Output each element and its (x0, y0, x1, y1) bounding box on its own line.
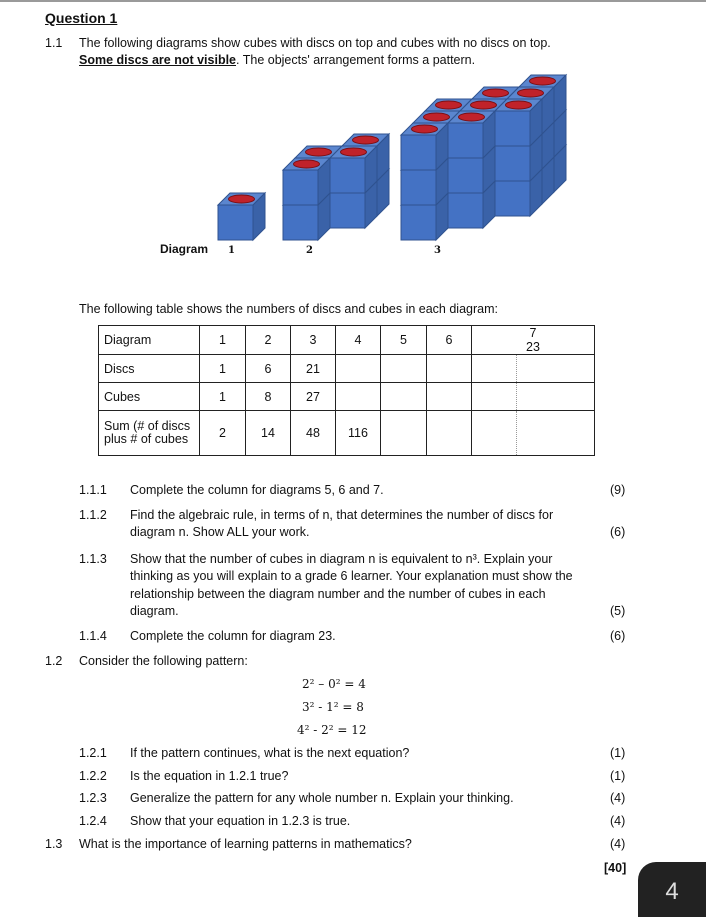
underlined-note: Some discs are not visible (79, 53, 237, 67)
q1-1-number: 1.1 (45, 36, 63, 50)
table-cell (381, 383, 427, 411)
header-cell: 5 (381, 326, 427, 355)
q1-1-1-number: 1.1.1 (79, 483, 107, 497)
q1-2-2-marks: (1) (610, 769, 626, 783)
table-header-row (99, 326, 595, 355)
cube-front-face (330, 193, 365, 228)
table-cell: 48 (291, 411, 336, 456)
question-title: Question 1 (45, 10, 118, 26)
cube-front-face (283, 205, 318, 240)
table-cell (336, 383, 381, 411)
q1-1-3-number: 1.1.3 (79, 552, 107, 566)
table-cell (381, 411, 427, 456)
table-cell: 6 (246, 355, 291, 383)
table-cell (517, 355, 595, 383)
total-marks: [40] (604, 861, 627, 875)
cube-front-face (401, 205, 436, 240)
equation-1: 2² – 0² = 4 (302, 677, 366, 691)
cube-front-face (401, 170, 436, 205)
q1-1-2-number: 1.1.2 (79, 508, 107, 522)
cube-front-face (495, 146, 530, 181)
q1-1-3-text-3: relationship between the diagram number and the number of cubes in each (130, 587, 546, 601)
cube-front-face (401, 135, 436, 170)
cube-front-face (448, 158, 483, 193)
table-cell: 1 (200, 383, 246, 411)
equation-2: 3² - 1² = 8 (302, 700, 364, 714)
header-cell: 3 (291, 326, 336, 355)
disc-icon (530, 77, 556, 85)
header-cell: 2 (246, 326, 291, 355)
table-cell (427, 411, 472, 456)
q1-1-3-marks: (5) (610, 604, 626, 618)
cube-front-face (218, 205, 253, 240)
disc-icon (518, 89, 544, 97)
table-cell (427, 383, 472, 411)
q1-1-4-number: 1.1.4 (79, 629, 107, 643)
header-cell: Diagram (99, 326, 200, 355)
diagram-label: Diagram (160, 242, 209, 256)
q1-1-2-marks: (6) (610, 525, 626, 539)
q1-1-text: The following diagrams show cubes with discs on top and cubes with no discs on top. (79, 36, 551, 50)
header-cell-7-23 (472, 326, 595, 355)
cube-front-face (283, 170, 318, 205)
q1-1-3-text-2: thinking as you will explain to a grade 6 learner. Your explanation must show the (130, 569, 573, 583)
disc-icon (306, 148, 332, 156)
table-row (99, 355, 595, 383)
diagram-1-label: 1 (228, 245, 235, 256)
q1-2-text: Consider the following pattern: (79, 654, 248, 668)
q1-2-4-number: 1.2.4 (79, 814, 107, 828)
table-cell: 14 (246, 411, 291, 456)
q1-3-marks: (4) (610, 837, 626, 851)
q1-1-1-text: Complete the column for diagrams 5, 6 and 7. (130, 483, 384, 497)
table-cell: 8 (246, 383, 291, 411)
cube-diagrams-figure (0, 0, 706, 270)
equation-3: 4² - 2² = 12 (297, 723, 367, 737)
disc-icon (424, 113, 450, 121)
q1-2-2-text: Is the equation in 1.2.1 true? (130, 769, 289, 783)
page-number-badge (638, 862, 706, 917)
table-cell: 2 (200, 411, 246, 456)
cube-front-face (330, 158, 365, 193)
q1-2-1-number: 1.2.1 (79, 746, 107, 760)
table-cell: 27 (291, 383, 336, 411)
table-cell: 21 (291, 355, 336, 383)
disc-icon (471, 101, 497, 109)
header-7: 7 (529, 326, 537, 340)
header-23: 23 (526, 340, 540, 354)
q1-2-3-text: Generalize the pattern for any whole number n. Explain your thinking. (130, 791, 514, 805)
disc-icon (341, 148, 367, 156)
disc-icon (459, 113, 485, 121)
table-cell: 116 (336, 411, 381, 456)
q1-2-2-number: 1.2.2 (79, 769, 107, 783)
table-cell (472, 355, 517, 383)
q1-2-number: 1.2 (45, 654, 63, 668)
table-cell (381, 355, 427, 383)
row-label: Discs (99, 355, 200, 383)
q1-1-text-rest: . The objects' arrangement forms a pattern. (236, 53, 476, 67)
row-label: Cubes (99, 383, 200, 411)
table-cell: 1 (200, 355, 246, 383)
header-cell: 6 (427, 326, 472, 355)
header-cell: 1 (200, 326, 246, 355)
diagram-3-label: 3 (434, 245, 441, 256)
q1-3-number: 1.3 (45, 837, 63, 851)
table-cell (427, 355, 472, 383)
cube-front-face (495, 181, 530, 216)
q1-1-3-text-4: diagram. (130, 604, 179, 618)
table-cell (336, 355, 381, 383)
q1-2-3-marks: (4) (610, 791, 626, 805)
q1-1-2-text: Find the algebraic rule, in terms of n, that determines the number of discs for (130, 508, 554, 522)
cube-front-face (448, 123, 483, 158)
discs-cubes-table (98, 325, 595, 456)
q1-1-4-text: Complete the column for diagram 23. (130, 629, 336, 643)
table-cell (472, 411, 517, 456)
table-cell (517, 383, 595, 411)
table-intro: The following table shows the numbers of discs and cubes in each diagram: (79, 302, 498, 316)
diagram-2-label: 2 (306, 245, 313, 256)
q1-2-4-text: Show that your equation in 1.2.3 is true. (130, 814, 351, 828)
q1-1-3-text: Show that the number of cubes in diagram n is equivalent to n³. Explain your (130, 552, 553, 566)
cube-front-face (448, 193, 483, 228)
q1-1-2-text-2: diagram n. Show ALL your work. (130, 525, 310, 539)
table-cell (472, 383, 517, 411)
q1-2-1-marks: (1) (610, 746, 626, 760)
row-label: Sum (# of discs plus # of cubes (99, 411, 200, 456)
q1-1-4-marks: (6) (610, 629, 626, 643)
disc-icon (412, 125, 438, 133)
table-cell (517, 411, 595, 456)
q1-3-text: What is the importance of learning patterns in mathematics? (79, 837, 412, 851)
disc-icon (506, 101, 532, 109)
q1-1-1-marks: (9) (610, 483, 626, 497)
q1-2-4-marks: (4) (610, 814, 626, 828)
disc-icon (294, 160, 320, 168)
table-row (99, 383, 595, 411)
table-row (99, 411, 595, 456)
cube-front-face (495, 111, 530, 146)
disc-icon (229, 195, 255, 203)
header-cell: 4 (336, 326, 381, 355)
q1-2-3-number: 1.2.3 (79, 791, 107, 805)
disc-icon (436, 101, 462, 109)
q1-2-1-text: If the pattern continues, what is the next equation? (130, 746, 410, 760)
disc-icon (483, 89, 509, 97)
disc-icon (353, 136, 379, 144)
page-number: 4 (665, 878, 679, 905)
